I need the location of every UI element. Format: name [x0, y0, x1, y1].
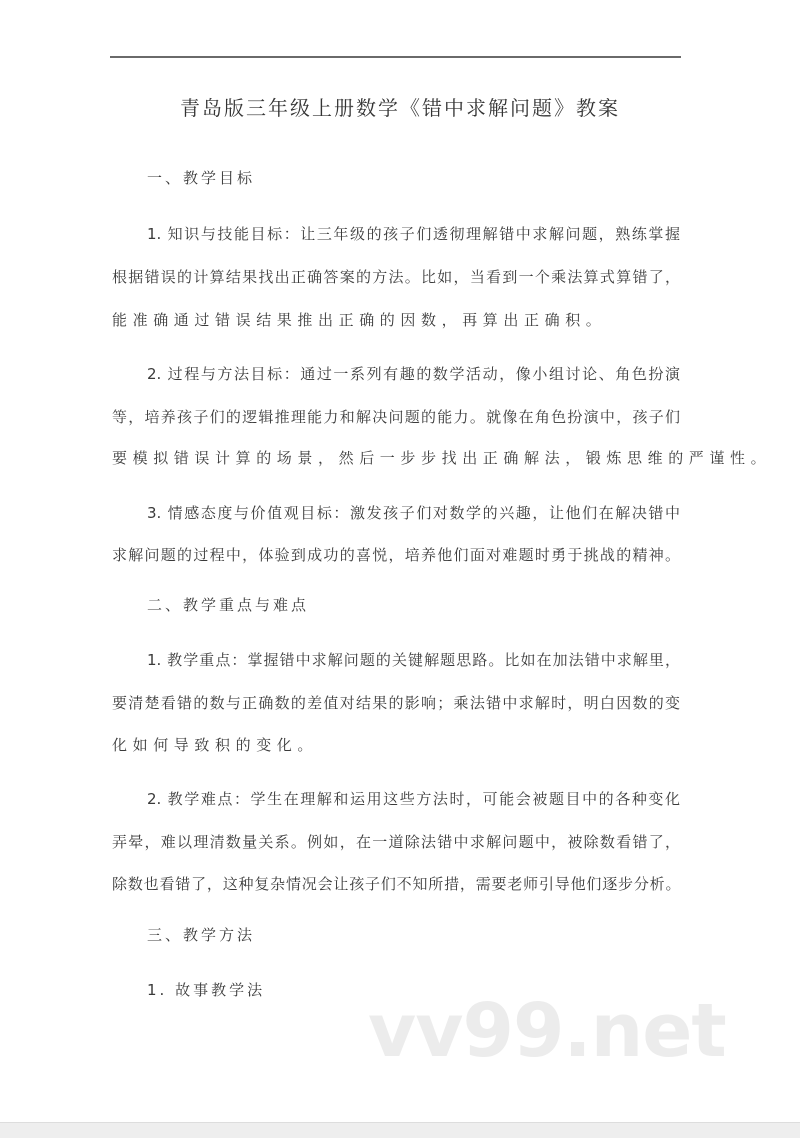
document-title: 青岛版三年级上册数学《错中求解问题》教案 [180, 96, 620, 120]
paragraph-line: 1. 教学重点：掌握错中求解问题的关键解题思路。比如在加法错中求解里， [147, 651, 680, 669]
paragraph-line: 根据错误的计算结果找出正确答案的方法。比如，当看到一个乘法算式算错了， [112, 268, 680, 286]
paragraph-line: 等，培养孩子们的逻辑推理能力和解决问题的能力。就像在角色扮演中，孩子们 [112, 408, 680, 426]
section-heading-goals: 一、教学目标 [147, 169, 256, 187]
paragraph-line: 2. 教学难点：学生在理解和运用这些方法时，可能会被题目中的各种变化 [147, 790, 680, 808]
paragraph-line: 3. 情感态度与价值观目标：激发孩子们对数学的兴趣，让他们在解决错中 [147, 504, 680, 522]
paragraph-line: 1. 故事教学法 [147, 981, 266, 999]
paragraph-line: 能准确通过错误结果推出正确的因数，再算出正确积。 [112, 311, 607, 329]
section-heading-methods: 三、教学方法 [147, 926, 256, 944]
header-rule [110, 56, 681, 58]
paragraph-line: 2. 过程与方法目标：通过一系列有趣的数学活动，像小组讨论、角色扮演 [147, 365, 680, 383]
paragraph-line: 1. 知识与技能目标：让三年级的孩子们透彻理解错中求解问题，熟练掌握 [147, 225, 680, 243]
paragraph-line: 弄晕，难以理清数量关系。例如，在一道除法错中求解问题中，被除数看错了， [112, 833, 680, 851]
page-bottom-bar [0, 1122, 800, 1138]
paragraph-line: 要模拟错误计算的场景，然后一步步找出正确解法，锻炼思维的严谨性。 [112, 449, 772, 467]
section-heading-key-points: 二、教学重点与难点 [147, 596, 310, 614]
paragraph-line: 化如何导致积的变化。 [112, 736, 319, 754]
paragraph-line: 求解问题的过程中，体验到成功的喜悦，培养他们面对难题时勇于挑战的精神。 [112, 546, 680, 564]
watermark: vv99.net [368, 988, 726, 1074]
paragraph-line: 除数也看错了，这种复杂情况会让孩子们不知所措，需要老师引导他们逐步分析。 [112, 875, 680, 893]
paragraph-line: 要清楚看错的数与正确数的差值对结果的影响；乘法错中求解时，明白因数的变 [112, 694, 680, 712]
